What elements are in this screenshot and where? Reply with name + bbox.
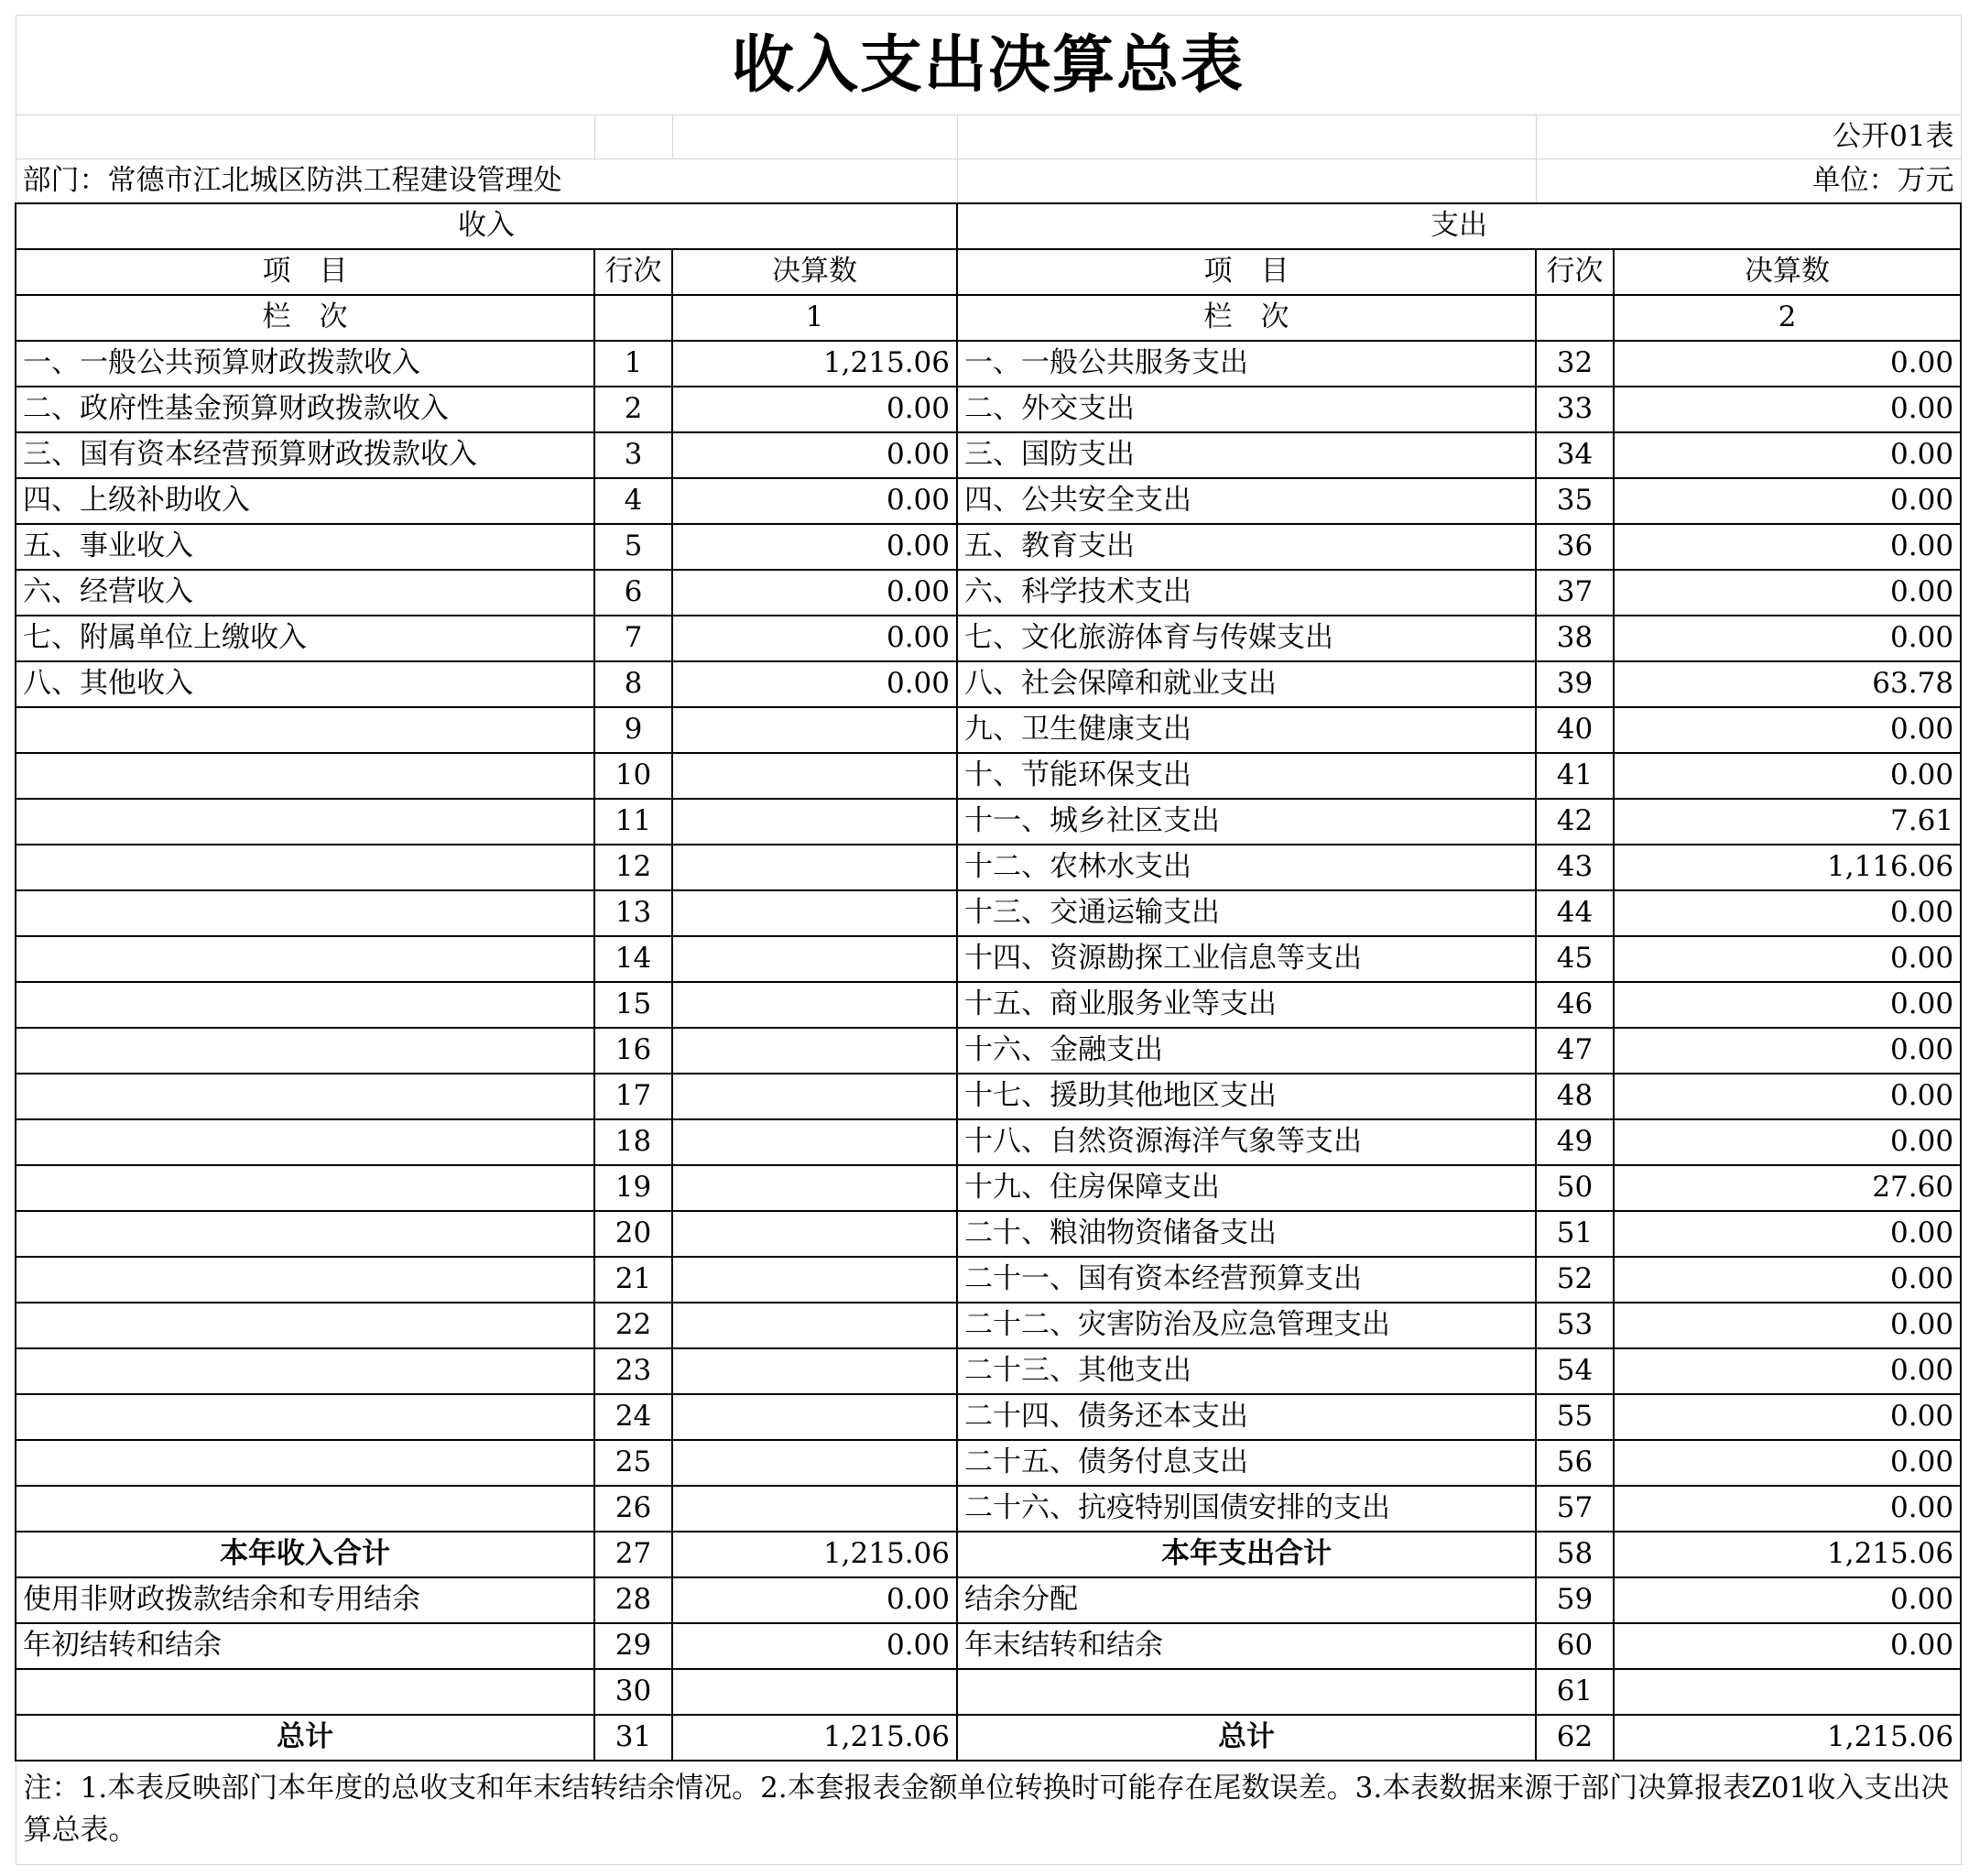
table-row [16,1211,1961,1257]
expense-item-cell: 本年支出合计 [957,1532,1536,1577]
expense-line-cell: 38 [1536,616,1614,661]
income-amount-cell: 0.00 [672,478,957,524]
expense-line-cell: 60 [1536,1623,1614,1669]
expense-amount-cell: 0.00 [1614,1348,1961,1394]
expense-item-cell: 二十三、其他支出 [957,1348,1536,1394]
income-line-cell: 9 [594,707,672,753]
expense-amount-cell [1614,1669,1961,1715]
income-amount-cell [672,1394,957,1440]
expense-line-cell: 55 [1536,1394,1614,1440]
income-item-cell [16,936,594,982]
expense-amount-cell: 0.00 [1614,1257,1961,1303]
income-item-cell [16,799,594,845]
expense-amount-cell: 0.00 [1614,570,1961,616]
income-line-cell: 3 [594,432,672,478]
expense-line-cell: 34 [1536,432,1614,478]
expense-item-cell: 六、科学技术支出 [957,570,1536,616]
expense-line-cell: 33 [1536,387,1614,432]
table-row [16,1119,1961,1165]
expense-line-cell: 53 [1536,1303,1614,1348]
income-amount-cell [672,753,957,799]
expense-item-cell: 十二、农林水支出 [957,845,1536,890]
income-item-cell: 总计 [16,1715,594,1761]
income-line-cell: 14 [594,936,672,982]
expense-line-cell: 35 [1536,478,1614,524]
income-item-cell [16,1303,594,1348]
expense-item-cell: 四、公共安全支出 [957,478,1536,524]
expense-item-cell: 十九、住房保障支出 [957,1165,1536,1211]
income-line-cell: 16 [594,1028,672,1074]
expense-item-cell: 二十二、灾害防治及应急管理支出 [957,1303,1536,1348]
income-line-cell: 10 [594,753,672,799]
income-line-cell: 28 [594,1577,672,1623]
expense-line-cell: 50 [1536,1165,1614,1211]
income-item-cell: 三、国有资本经营预算财政拨款收入 [16,432,594,478]
expense-amount-cell: 1,116.06 [1614,845,1961,890]
expense-line-cell: 51 [1536,1211,1614,1257]
income-item-cell: 二、政府性基金预算财政拨款收入 [16,387,594,432]
expense-item-cell: 三、国防支出 [957,432,1536,478]
income-amount-cell [672,707,957,753]
income-amount-cell: 1,215.06 [672,1532,957,1577]
table-row [16,1715,1961,1761]
expense-amount-cell: 0.00 [1614,982,1961,1028]
table-row [16,1074,1961,1119]
income-item-cell [16,982,594,1028]
expense-item-cell: 十一、城乡社区支出 [957,799,1536,845]
income-item-cell: 使用非财政拨款结余和专用结余 [16,1577,594,1623]
income-amount-cell: 1,215.06 [672,341,957,387]
income-amount-cell [672,1669,957,1715]
table-row [16,890,1961,936]
expense-item-cell: 十、节能环保支出 [957,753,1536,799]
expense-line-cell: 46 [1536,982,1614,1028]
expense-amount-cell: 0.00 [1614,1119,1961,1165]
income-item-cell [16,707,594,753]
expense-amount-cell: 0.00 [1614,341,1961,387]
expense-amount-cell: 1,215.06 [1614,1532,1961,1577]
income-amount-cell [672,1440,957,1486]
expense-line-cell: 45 [1536,936,1614,982]
income-line-cell: 23 [594,1348,672,1394]
table-row [16,478,1961,524]
expense-line-cell: 47 [1536,1028,1614,1074]
expense-line-cell: 49 [1536,1119,1614,1165]
income-amount-cell [672,845,957,890]
income-amount-cell [672,1303,957,1348]
expense-line-cell: 52 [1536,1257,1614,1303]
expense-item-cell: 十六、金融支出 [957,1028,1536,1074]
income-amount-cell [672,1028,957,1074]
expense-line-header: 行次 [1536,249,1614,295]
expense-amount-cell: 0.00 [1614,707,1961,753]
income-item-cell [16,1440,594,1486]
table-row [16,1486,1961,1532]
table-row [16,387,1961,432]
income-line-cell: 8 [594,661,672,707]
income-expense-table [15,15,1962,1865]
expense-amount-cell: 27.60 [1614,1165,1961,1211]
table-row [16,1028,1961,1074]
expense-amount-cell: 1,215.06 [1614,1715,1961,1761]
expense-item-cell: 总计 [957,1715,1536,1761]
income-amount-cell: 0.00 [672,387,957,432]
table-row [16,799,1961,845]
income-item-cell [16,1394,594,1440]
table-row [16,1623,1961,1669]
expense-item-cell: 二十、粮油物资储备支出 [957,1211,1536,1257]
expense-item-cell: 二十一、国有资本经营预算支出 [957,1257,1536,1303]
income-item-cell: 一、一般公共预算财政拨款收入 [16,341,594,387]
income-item-cell: 七、附属单位上缴收入 [16,616,594,661]
expense-line-cell: 37 [1536,570,1614,616]
expense-amount-cell: 0.00 [1614,1394,1961,1440]
income-line-cell: 12 [594,845,672,890]
expense-amount-cell: 0.00 [1614,936,1961,982]
expense-item-cell: 十五、商业服务业等支出 [957,982,1536,1028]
table-row [16,1394,1961,1440]
income-item-cell [16,1486,594,1532]
footnote: 注：1.本表反映部门本年度的总收支和年末结转结余情况。2.本套报表金额单位转换时可能存在尾数误差。3.本表数据来源于部门决算报表Z01收入支出决算总表。 [16,1761,1961,1865]
income-line-cell: 25 [594,1440,672,1486]
income-item-cell: 四、上级补助收入 [16,478,594,524]
income-line-cell: 31 [594,1715,672,1761]
income-line-cell: 27 [594,1532,672,1577]
expense-item-cell: 五、教育支出 [957,524,1536,570]
income-column-number: 1 [672,295,957,341]
expense-item-cell: 七、文化旅游体育与传媒支出 [957,616,1536,661]
table-row [16,982,1961,1028]
blank-cell [957,115,1536,159]
income-amount-cell [672,799,957,845]
expense-item-cell: 二十五、债务付息支出 [957,1440,1536,1486]
expense-line-cell: 42 [1536,799,1614,845]
income-amount-cell: 0.00 [672,432,957,478]
expense-amount-cell: 0.00 [1614,1303,1961,1348]
expense-item-cell: 八、社会保障和就业支出 [957,661,1536,707]
table-row [16,753,1961,799]
income-amount-cell: 0.00 [672,1623,957,1669]
table-row [16,524,1961,570]
expense-amount-cell: 0.00 [1614,1074,1961,1119]
income-item-cell: 六、经营收入 [16,570,594,616]
expense-item-cell: 一、一般公共服务支出 [957,341,1536,387]
expense-line-cell: 44 [1536,890,1614,936]
expense-line-cell: 36 [1536,524,1614,570]
income-amount-cell: 0.00 [672,1577,957,1623]
expense-lanci-label: 栏 次 [957,295,1536,341]
income-line-cell: 5 [594,524,672,570]
expense-amount-cell: 0.00 [1614,387,1961,432]
expense-amount-cell: 63.78 [1614,661,1961,707]
expense-amount-cell: 0.00 [1614,1623,1961,1669]
income-line-cell: 20 [594,1211,672,1257]
expense-line-cell: 61 [1536,1669,1614,1715]
income-amount-cell [672,1486,957,1532]
expense-amount-cell: 0.00 [1614,1577,1961,1623]
expense-amount-cell: 0.00 [1614,432,1961,478]
table-row [16,1348,1961,1394]
expense-line-cell: 56 [1536,1440,1614,1486]
table-row [16,570,1961,616]
income-lanci-label: 栏 次 [16,295,594,341]
income-item-cell [16,890,594,936]
expense-line-cell: 43 [1536,845,1614,890]
page-title: 收入支出决算总表 [16,16,1961,115]
expense-item-cell: 十四、资源勘探工业信息等支出 [957,936,1536,982]
expense-item-cell: 年末结转和结余 [957,1623,1536,1669]
income-line-cell: 6 [594,570,672,616]
income-line-cell: 2 [594,387,672,432]
income-line-cell: 29 [594,1623,672,1669]
expense-amount-cell: 0.00 [1614,890,1961,936]
income-item-cell [16,1211,594,1257]
income-line-cell: 15 [594,982,672,1028]
expense-line-cell: 32 [1536,341,1614,387]
income-line-cell: 4 [594,478,672,524]
expense-amount-cell: 0.00 [1614,753,1961,799]
income-amount-cell [672,1257,957,1303]
expense-item-header: 项 目 [957,249,1536,295]
income-amount-cell [672,1211,957,1257]
department-label: 部门：常德市江北城区防洪工程建设管理处 [16,159,957,203]
income-amount-cell [672,1348,957,1394]
expense-item-cell: 二十四、债务还本支出 [957,1394,1536,1440]
table-row [16,707,1961,753]
income-item-header: 项 目 [16,249,594,295]
report-sheet [15,15,1960,1865]
income-amount-cell [672,1074,957,1119]
blank-cell [957,159,1536,203]
expense-amount-cell: 0.00 [1614,1211,1961,1257]
expense-line-cell: 48 [1536,1074,1614,1119]
income-line-cell: 11 [594,799,672,845]
income-line-cell: 30 [594,1669,672,1715]
expense-line-cell: 40 [1536,707,1614,753]
expense-line-cell: 54 [1536,1348,1614,1394]
income-amount-cell: 0.00 [672,616,957,661]
income-line-cell: 26 [594,1486,672,1532]
form-code: 公开01表 [1536,115,1961,159]
expense-item-cell [957,1669,1536,1715]
income-line-cell: 22 [594,1303,672,1348]
income-amount-cell: 1,215.06 [672,1715,957,1761]
income-item-cell [16,1028,594,1074]
income-item-cell: 年初结转和结余 [16,1623,594,1669]
income-item-cell [16,753,594,799]
income-item-cell [16,1669,594,1715]
income-item-cell [16,1119,594,1165]
table-row [16,1532,1961,1577]
income-amount-cell [672,1119,957,1165]
income-amount-header: 决算数 [672,249,957,295]
expense-line-cell: 39 [1536,661,1614,707]
expense-line-cell: 57 [1536,1486,1614,1532]
expense-amount-header: 决算数 [1614,249,1961,295]
unit-label: 单位：万元 [1536,159,1961,203]
income-item-cell [16,1257,594,1303]
income-amount-cell [672,936,957,982]
table-row [16,1257,1961,1303]
table-row [16,1669,1961,1715]
expense-amount-cell: 0.00 [1614,1440,1961,1486]
blank-cell [594,295,672,341]
income-line-cell: 17 [594,1074,672,1119]
table-row [16,1440,1961,1486]
income-line-header: 行次 [594,249,672,295]
expense-amount-cell: 0.00 [1614,616,1961,661]
expense-amount-cell: 0.00 [1614,524,1961,570]
expense-amount-cell: 7.61 [1614,799,1961,845]
table-row [16,1303,1961,1348]
income-item-cell: 本年收入合计 [16,1532,594,1577]
blank-cell [672,115,957,159]
income-amount-cell [672,890,957,936]
table-row [16,432,1961,478]
table-row [16,936,1961,982]
income-amount-cell [672,1165,957,1211]
income-line-cell: 7 [594,616,672,661]
expense-item-cell: 二、外交支出 [957,387,1536,432]
table-row [16,1577,1961,1623]
expense-item-cell: 十三、交通运输支出 [957,890,1536,936]
income-line-cell: 1 [594,341,672,387]
income-item-cell [16,1348,594,1394]
expense-item-cell: 十八、自然资源海洋气象等支出 [957,1119,1536,1165]
income-line-cell: 24 [594,1394,672,1440]
income-line-cell: 21 [594,1257,672,1303]
income-section-header: 收入 [16,203,957,249]
expense-line-cell: 58 [1536,1532,1614,1577]
table-row [16,616,1961,661]
blank-cell [1536,295,1614,341]
income-line-cell: 19 [594,1165,672,1211]
income-item-cell: 八、其他收入 [16,661,594,707]
expense-line-cell: 59 [1536,1577,1614,1623]
income-amount-cell [672,982,957,1028]
expense-item-cell: 二十六、抗疫特别国债安排的支出 [957,1486,1536,1532]
expense-amount-cell: 0.00 [1614,1028,1961,1074]
income-item-cell: 五、事业收入 [16,524,594,570]
expense-amount-cell: 0.00 [1614,1486,1961,1532]
expense-item-cell: 结余分配 [957,1577,1536,1623]
income-line-cell: 13 [594,890,672,936]
expense-item-cell: 十七、援助其他地区支出 [957,1074,1536,1119]
blank-cell [16,115,594,159]
table-row [16,845,1961,890]
income-item-cell [16,1165,594,1211]
income-amount-cell: 0.00 [672,661,957,707]
table-row [16,341,1961,387]
income-amount-cell: 0.00 [672,524,957,570]
income-line-cell: 18 [594,1119,672,1165]
expense-line-cell: 62 [1536,1715,1614,1761]
income-amount-cell: 0.00 [672,570,957,616]
blank-cell [594,115,672,159]
expense-item-cell: 九、卫生健康支出 [957,707,1536,753]
expense-section-header: 支出 [957,203,1961,249]
table-row [16,1165,1961,1211]
income-item-cell [16,845,594,890]
income-item-cell [16,1074,594,1119]
expense-column-number: 2 [1614,295,1961,341]
expense-line-cell: 41 [1536,753,1614,799]
expense-amount-cell: 0.00 [1614,478,1961,524]
table-row [16,661,1961,707]
